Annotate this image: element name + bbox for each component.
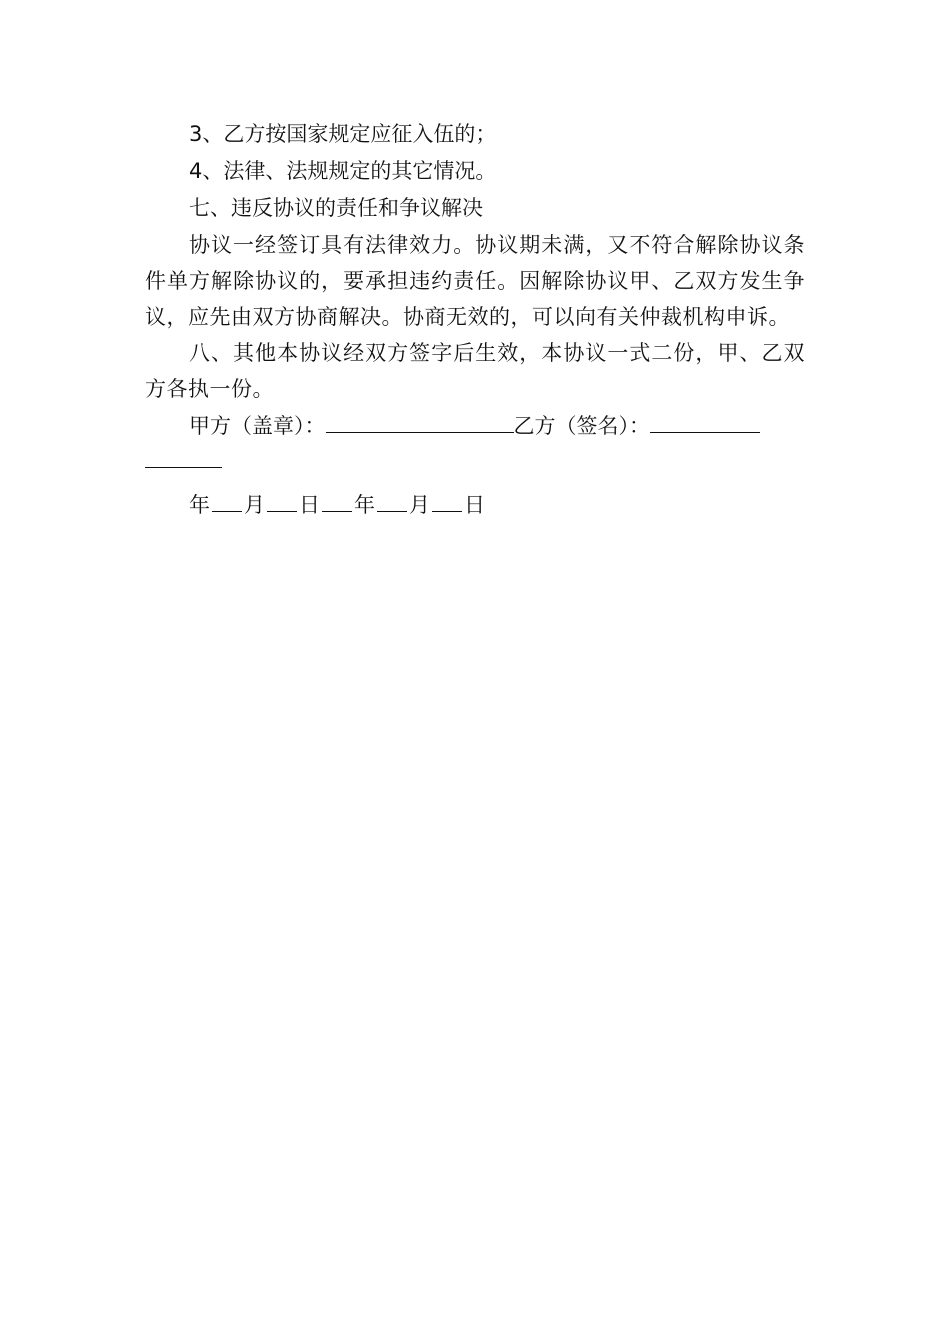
signature-row — [145, 407, 805, 445]
section-eight-body: 八、其他本协议经双方签字后生效，本协议一式二份，甲、乙双方各执一份。 — [145, 341, 805, 401]
section-seven-body: 协议一经签订具有法律效力。协议期未满，又不符合解除协议条件单方解除协议的，要承担违约责任。因解除协议甲、乙双方发生争议，应先由双方协商解决。协商无效的，可以向有关仲裁机构申诉。 — [145, 233, 805, 329]
party-b-signature-blank-wrap[interactable] — [145, 445, 222, 468]
party-b-label: 乙方（签名）： — [513, 414, 650, 438]
date-row — [145, 485, 805, 525]
date-month-a: 月 — [244, 493, 265, 517]
date-day-a: 日 — [299, 493, 320, 517]
document-page — [145, 116, 805, 525]
date-day-blank-a[interactable] — [267, 489, 297, 512]
party-b-signature-blank[interactable] — [650, 410, 760, 433]
party-a-signature-blank[interactable] — [326, 410, 514, 433]
date-month-b: 月 — [409, 493, 430, 517]
party-a-label: 甲方（盖章）： — [189, 414, 326, 438]
date-year-a: 年 — [189, 493, 210, 517]
date-month-blank-b[interactable] — [377, 489, 407, 512]
section-seven-heading: 七、违反协议的责任和争议解决 — [189, 196, 483, 220]
date-day-blank-b[interactable] — [432, 489, 462, 512]
clause-item-4: 4、法律、法规规定的其它情况。 — [189, 159, 497, 183]
clause-item-3: 3、乙方按国家规定应征入伍的； — [189, 122, 497, 146]
date-year-b: 年 — [354, 493, 375, 517]
date-year-blank-b[interactable] — [322, 489, 352, 512]
date-month-blank-a[interactable] — [212, 489, 242, 512]
signature-blank-continuation — [145, 445, 805, 475]
date-day-b: 日 — [464, 493, 485, 517]
